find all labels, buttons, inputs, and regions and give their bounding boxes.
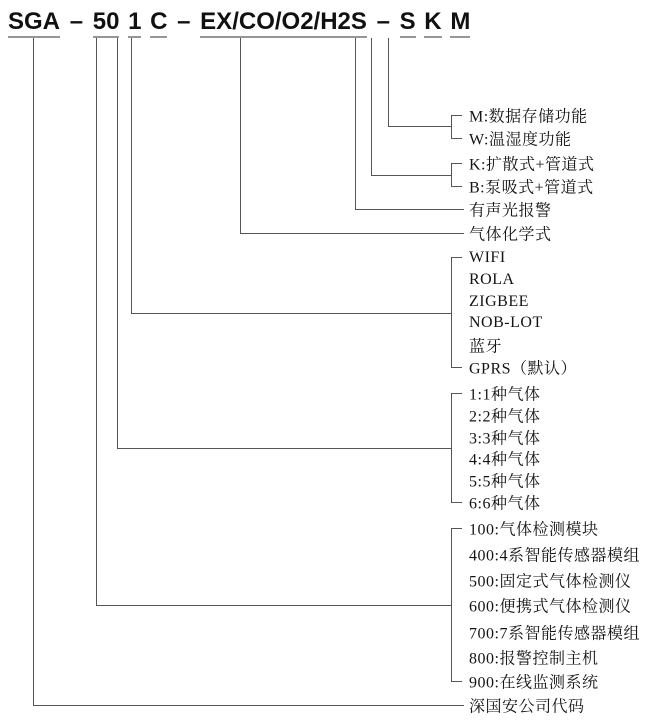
label-storage-m: M:数据存储功能: [469, 108, 588, 126]
label-comm-gprs: GPRS（默认）: [469, 360, 578, 378]
code-segment-communication: C: [150, 10, 167, 38]
code-segment-series: 50: [93, 10, 120, 38]
connector-series: [97, 38, 463, 682]
code-segment-gas-formula: EX/CO/O2/H2S: [200, 10, 367, 38]
connector-gas-formula: [241, 38, 465, 234]
connector-gas-count: [118, 38, 463, 503]
label-gas-count-1: 1:1种气体: [469, 386, 541, 404]
label-gas-formula: 气体化学式: [469, 226, 552, 244]
label-series-900: 900:在线监测系统: [469, 674, 599, 692]
label-gas-count-2: 2:2种气体: [469, 408, 541, 426]
connector-storage: [389, 38, 463, 139]
connector-sampling: [372, 38, 463, 187]
code-separator-1: –: [69, 8, 84, 35]
label-alarm: 有声光报警: [469, 202, 552, 220]
label-storage-w: W:温湿度功能: [469, 131, 572, 149]
code-segment-sampling: K: [424, 10, 441, 38]
label-gas-count-5: 5:5种气体: [469, 473, 541, 491]
label-gas-count-4: 4:4种气体: [469, 451, 541, 469]
connector-communication: [132, 38, 463, 368]
code-segment-gas-count: 1: [128, 10, 141, 38]
label-series-700: 700:7系智能传感器模组: [469, 625, 640, 643]
label-comm-rola: ROLA: [469, 271, 515, 288]
label-comm-zigbee: ZIGBEE: [469, 293, 529, 310]
code-separator-2: –: [177, 8, 191, 35]
label-gas-count-6: 6:6种气体: [469, 495, 541, 513]
label-series-600: 600:便携式气体检测仪: [469, 598, 632, 616]
code-segment-company-prefix: SGA: [8, 10, 60, 38]
label-series-800: 800:报警控制主机: [469, 650, 599, 668]
code-separator-3: –: [376, 8, 390, 35]
label-company-code: 深国安公司代码: [469, 698, 585, 716]
label-series-100: 100:气体检测模块: [469, 521, 599, 539]
label-comm-wifi: WIFI: [469, 249, 506, 266]
label-gas-count-3: 3:3种气体: [469, 430, 541, 448]
label-comm-bluetooth: 蓝牙: [469, 338, 503, 356]
label-series-400: 400:4系智能传感器模组: [469, 547, 640, 565]
label-sampling-k: K:扩散式+管道式: [469, 156, 595, 174]
code-segment-storage: M: [450, 10, 470, 38]
label-comm-noblot: NOB-LOT: [469, 314, 543, 331]
label-sampling-b: B:泵吸式+管道式: [469, 179, 594, 197]
code-segment-alarm: S: [400, 10, 416, 38]
label-series-500: 500:固定式气体检测仪: [469, 573, 632, 591]
